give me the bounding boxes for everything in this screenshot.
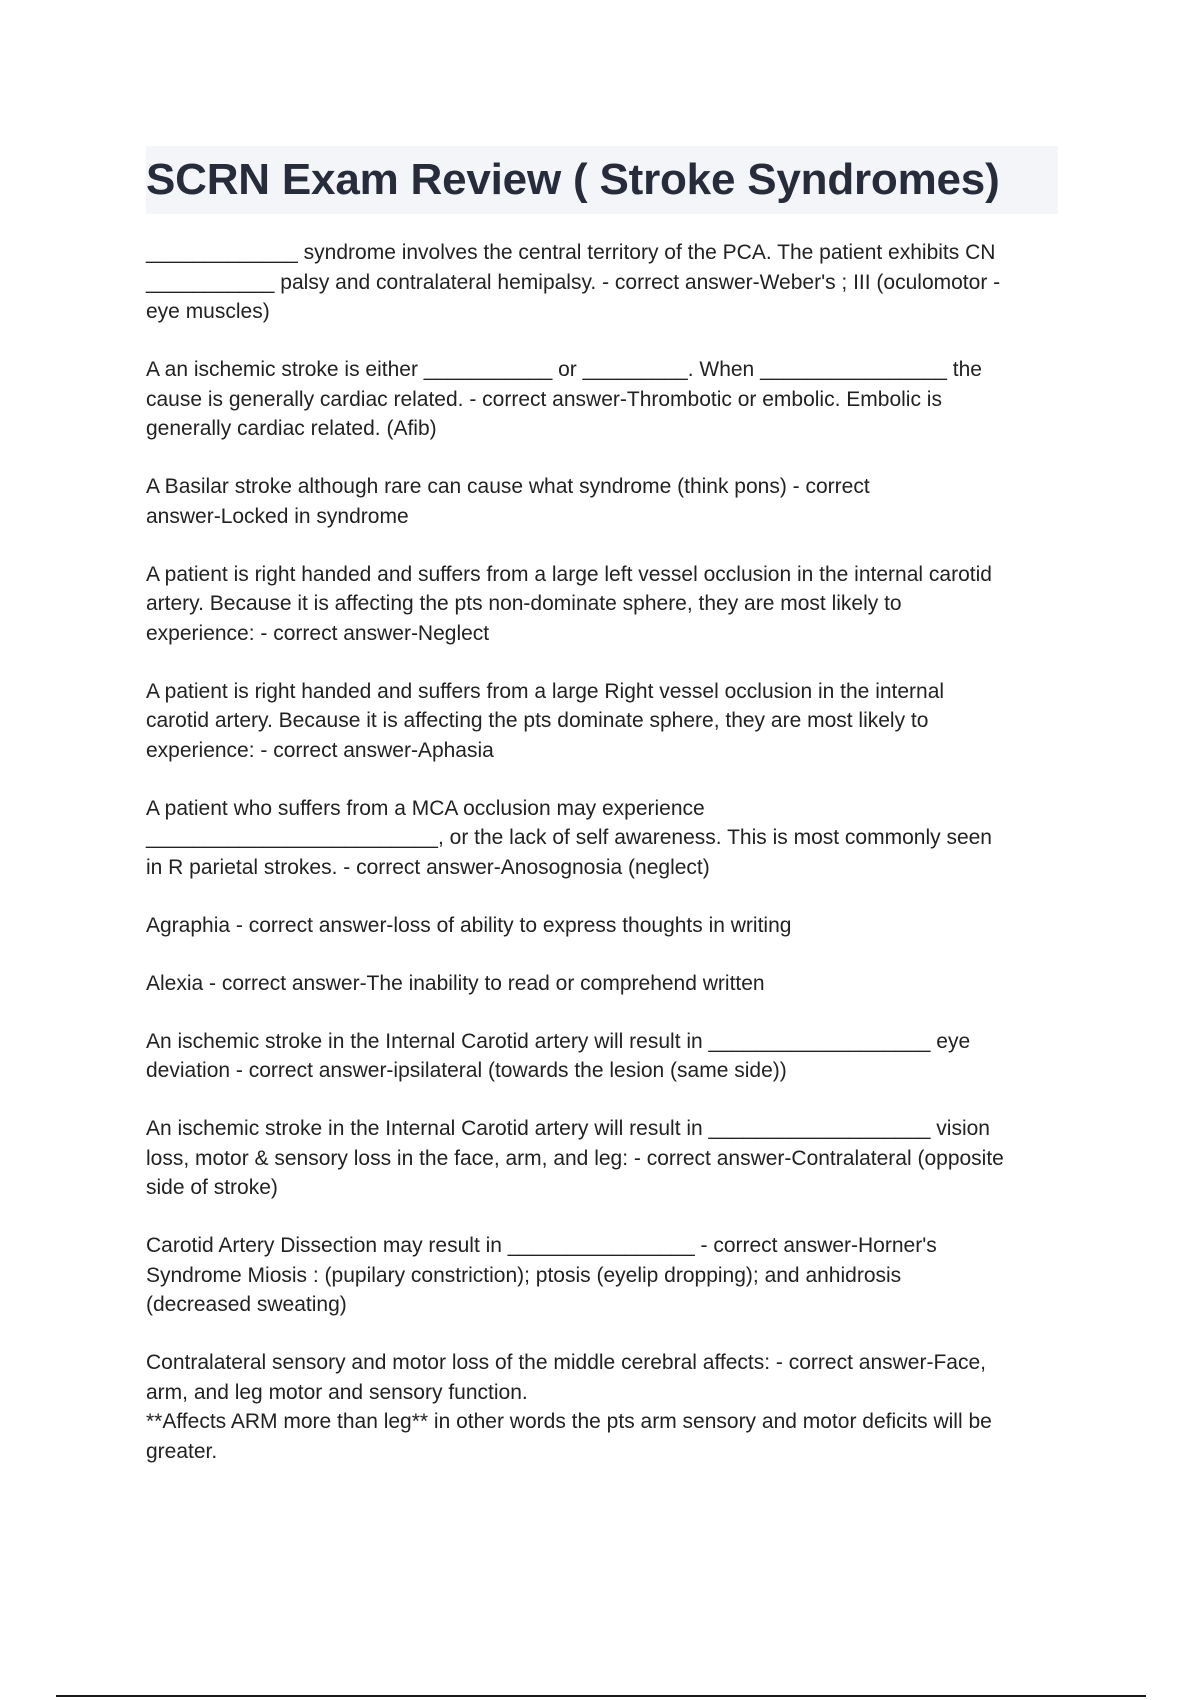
qa-line: **Affects ARM more than leg** in other words the pts arm sensory and motor deficits will be <box>146 1410 992 1433</box>
qa-line: A an ischemic stroke is either ___________ or _________. When ________________ the <box>146 358 982 381</box>
qa-entry <box>146 677 1051 766</box>
qa-entry <box>146 355 1051 444</box>
qa-line: experience: - correct answer-Aphasia <box>146 738 494 762</box>
footer-divider <box>56 1695 1146 1697</box>
qa-line: generally cardiac related. (Afib) <box>146 417 437 440</box>
qa-line: cause is generally cardiac related. - correct answer-Thrombotic or embolic. Embolic is <box>146 387 942 411</box>
qa-line: greater. <box>146 1439 218 1463</box>
qa-line: _________________________, or the lack of self awareness. This is most commonly seen <box>146 826 992 849</box>
qa-line: An ischemic stroke in the Internal Carotid artery will result in ___________________ eye <box>146 1029 971 1053</box>
qa-entry <box>146 1114 1051 1203</box>
qa-entry <box>146 560 1051 649</box>
qa-line: (decreased sweating) <box>146 1293 347 1316</box>
qa-line: loss, motor & sensory loss in the face, arm, and leg: - correct answer-Contralateral (opposite <box>146 1146 1004 1170</box>
qa-line: eye muscles) <box>146 300 270 323</box>
qa-line: Agraphia - correct answer-loss of ability to express thoughts in writing <box>146 913 792 937</box>
qa-line: _____________ syndrome involves the central territory of the PCA. The patient exhibits CN <box>146 241 996 264</box>
qa-line: side of stroke) <box>146 1176 278 1199</box>
qa-line: ___________ palsy and contralateral hemipalsy. - correct answer-Weber's ; III (oculomotor - <box>146 270 1001 294</box>
qa-line: answer-Locked in syndrome <box>146 504 409 528</box>
qa-line: Alexia - correct answer-The inability to read or comprehend written <box>146 971 765 995</box>
qa-entry <box>146 1027 1051 1086</box>
qa-line: carotid artery. Because it is affecting the pts dominate sphere, they are most likely to <box>146 709 929 732</box>
qa-line: Carotid Artery Dissection may result in ________________ - correct answer-Horner's <box>146 1234 937 1257</box>
qa-line: Syndrome Miosis : (pupilary constriction); ptosis (eyelip dropping); and anhidrosis <box>146 1263 902 1287</box>
qa-line: An ischemic stroke in the Internal Carotid artery will result in ___________________ vision <box>146 1117 990 1140</box>
qa-entry <box>146 794 1051 883</box>
qa-line: A patient is right handed and suffers from a large left vessel occlusion in the internal carotid <box>146 562 992 586</box>
qa-entry <box>146 238 1051 327</box>
qa-entry <box>146 1348 1051 1466</box>
qa-entry <box>146 1231 1051 1320</box>
qa-list <box>146 238 1051 1495</box>
qa-line: A patient who suffers from a MCA occlusion may experience <box>146 796 705 820</box>
qa-entry <box>146 472 1051 531</box>
qa-line: artery. Because it is affecting the pts non-dominate sphere, they are most likely to <box>146 592 902 615</box>
qa-line: deviation - correct answer-ipsilateral (towards the lesion (same side)) <box>146 1059 787 1082</box>
qa-line: A patient is right handed and suffers from a large Right vessel occlusion in the internal <box>146 679 945 703</box>
qa-line: A Basilar stroke although rare can cause what syndrome (think pons) - correct <box>146 475 870 498</box>
page-title: SCRN Exam Review ( Stroke Syndromes) <box>146 155 1000 204</box>
qa-line: Contralateral sensory and motor loss of the middle cerebral affects: - correct answer-Face, <box>146 1351 986 1374</box>
qa-line: experience: - correct answer-Neglect <box>146 621 490 645</box>
qa-entry <box>146 969 1051 999</box>
qa-line: arm, and leg motor and sensory function. <box>146 1380 528 1404</box>
qa-line: in R parietal strokes. - correct answer-Anosognosia (neglect) <box>146 855 710 879</box>
qa-entry <box>146 911 1051 941</box>
